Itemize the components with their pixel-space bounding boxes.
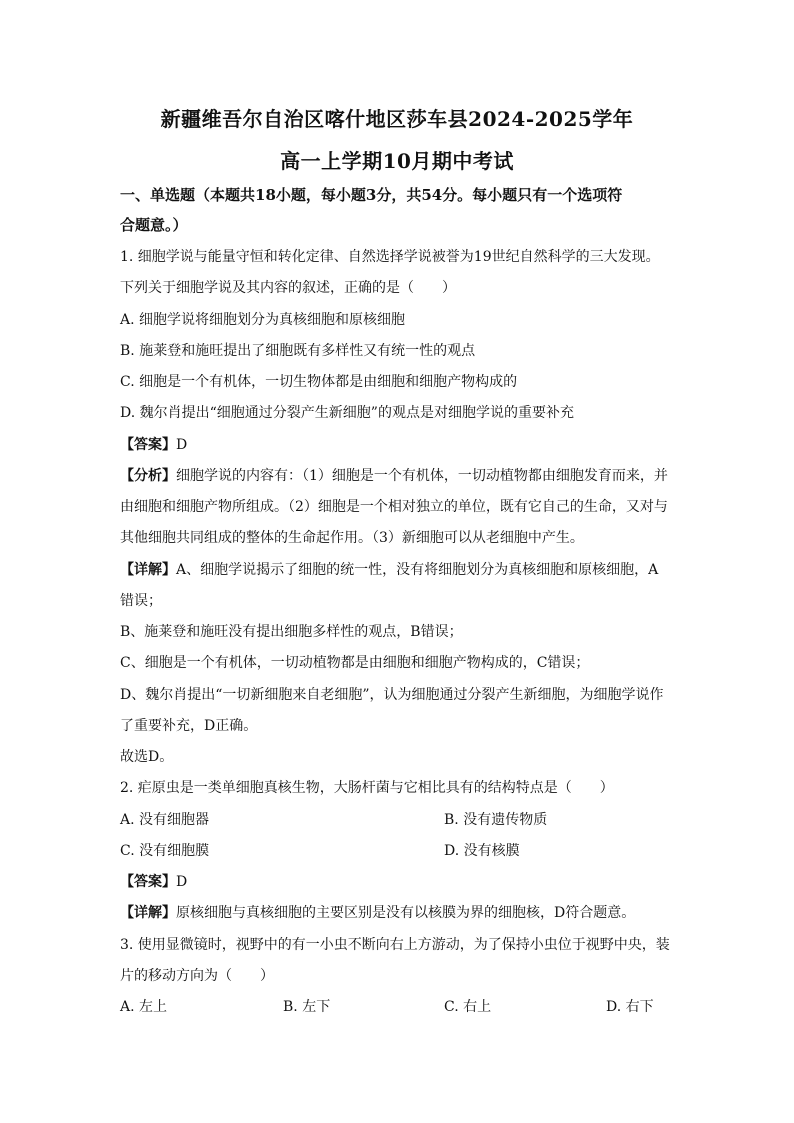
section-heading-cont: 合题意。） <box>120 216 188 234</box>
q1-option-a: A. 细胞学说将细胞划分为真核细胞和原核细胞 <box>120 312 406 328</box>
q1-detail <box>120 560 658 580</box>
doc-title-line2: 高一上学期10月期中考试 <box>280 149 514 173</box>
q2-detail <box>120 903 635 923</box>
q1-analysis-cont: 其他细胞共同组成的整体的生命起作用。（3）新细胞可以从老细胞中产生。 <box>120 530 584 546</box>
analysis-text: 细胞学说的内容有：（1）细胞是一个有机体，一切动植物都由细胞发育而来，并 <box>176 468 668 484</box>
doc-title-line1: 新疆维吾尔自治区喀什地区莎车县2024-2025学年 <box>160 107 634 131</box>
answer-value: D <box>176 437 188 453</box>
q3-stem: 3. 使用显微镜时，视野中的有一小虫不断向右上方游动，为了保持小虫位于视野中央，装 <box>120 937 670 953</box>
q3-option-c: C. 右上 <box>444 999 492 1015</box>
q3-stem-cont: 片的移动方向为（ ） <box>120 968 274 984</box>
detail-tag: 【详解】 <box>120 905 176 921</box>
q3-option-a: A. 左上 <box>120 999 168 1015</box>
q1-detail-d: D、魏尔肖提出“一切新细胞来自老细胞”，认为细胞通过分裂产生新细胞，为细胞学说作 <box>120 687 664 703</box>
q1-stem-cont: 下列关于细胞学说及其内容的叙述，正确的是（ ） <box>120 280 456 296</box>
q2-answer <box>120 872 187 892</box>
q1-detail-b: B、施莱登和施旺没有提出细胞多样性的观点，B错误； <box>120 624 463 640</box>
q2-option-c: C. 没有细胞膜 <box>120 843 210 859</box>
q3-option-b: B. 左下 <box>283 999 331 1015</box>
answer-value: D <box>176 874 188 890</box>
q2-option-d: D. 没有核膜 <box>444 843 520 859</box>
analysis-tag: 【分析】 <box>120 468 176 484</box>
section-heading: 一、单选题（本题共18小题，每小题3分，共54分。每小题只有一个选项符 <box>120 186 623 204</box>
detail-text: A、细胞学说揭示了细胞的统一性，没有将细胞划分为真核细胞和原核细胞，A <box>176 562 659 578</box>
q1-detail-c: C、细胞是一个有机体，一切动植物都是由细胞和细胞产物构成的，C错误； <box>120 655 590 671</box>
q1-option-d: D. 魏尔肖提出“细胞通过分裂产生新细胞”的观点是对细胞学说的重要补充 <box>120 405 574 421</box>
q1-analysis-cont: 由细胞和细胞产物所组成。（2）细胞是一个相对独立的单位，既有它自己的生命，又对与 <box>120 499 668 515</box>
q3-option-d: D. 右下 <box>606 999 654 1015</box>
answer-tag: 【答案】 <box>120 874 176 890</box>
q1-answer <box>120 435 187 455</box>
detail-tag: 【详解】 <box>120 562 176 578</box>
q2-stem: 2. 疟原虫是一类单细胞真核生物，大肠杆菌与它相比具有的结构特点是（ ） <box>120 780 614 796</box>
answer-tag: 【答案】 <box>120 437 176 453</box>
q1-analysis <box>120 466 668 486</box>
q2-option-a: A. 没有细胞器 <box>120 812 210 828</box>
q1-option-c: C. 细胞是一个有机体，一切生物体都是由细胞和细胞产物构成的 <box>120 374 518 390</box>
q1-option-b: B. 施莱登和施旺提出了细胞既有多样性又有统一性的观点 <box>120 343 476 359</box>
q2-option-b: B. 没有遗传物质 <box>444 812 548 828</box>
q1-stem: 1. 细胞学说与能量守恒和转化定律、自然选择学说被誉为19世纪自然科学的三大发现。 <box>120 249 660 265</box>
detail-text: 原核细胞与真核细胞的主要区别是没有以核膜为界的细胞核，D符合题意。 <box>176 905 636 921</box>
q1-conclusion: 故选D。 <box>120 749 174 765</box>
q1-detail-d-cont: 了重要补充，D正确。 <box>120 718 258 734</box>
q1-detail-cont: 错误； <box>120 593 162 609</box>
